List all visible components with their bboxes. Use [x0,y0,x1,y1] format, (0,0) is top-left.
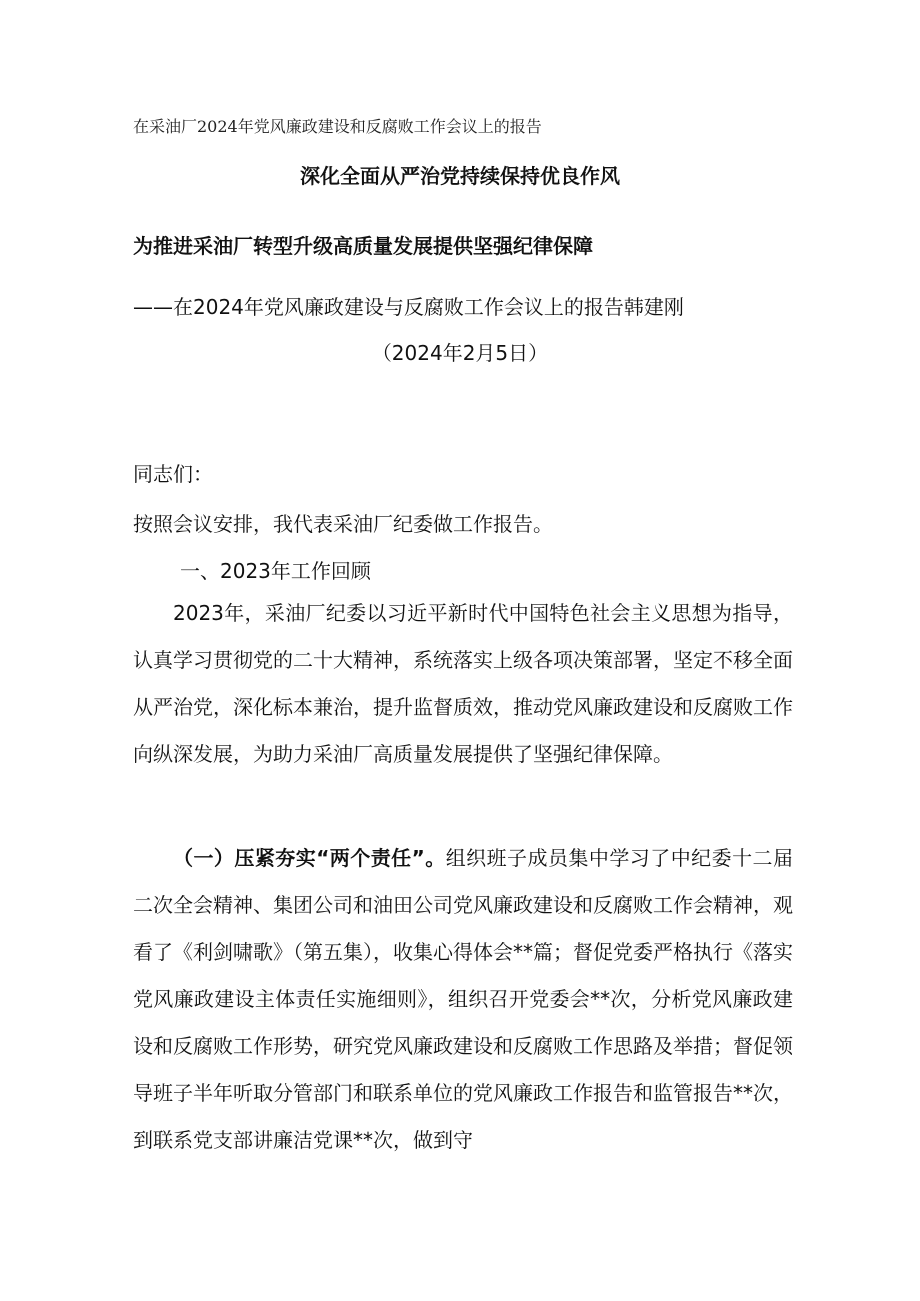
paragraph-work-review: 2023年，采油厂纪委以习近平新时代中国特色社会主义思想为指导，认真学习贯彻党的二十大精神，系统落实上级各项决策部署，坚定不移全面从严治党，深化标本兼治，提升监督质效，推动党风廉政建设和反腐败工作向纵深发展，为助力采油厂高质量发展提供了坚强纪律保障。 [133,601,793,766]
paragraph-lead-heading: （一）压紧夯实“两个责任”。 [173,846,446,870]
report-date: （2024年2月5日） [371,341,549,365]
paragraph-responsibility [133,835,793,1164]
section-heading: 一、2023年工作回顾 [180,559,371,583]
document-subtitle: 为推进采油厂转型升级高质量发展提供坚强纪律保障 [133,234,593,258]
intro-sentence: 按照会议安排，我代表采油厂纪委做工作报告。 [133,512,553,536]
paragraph-body-text: 组织班子成员集中学习了中纪委十二届二次全会精神、集团公司和油田公司党风廉政建设和反腐败工作会精神，观看了《利剑啸歌》（第五集），收集心得体会**篇；督促党委严格执行《落实党风廉政建设主体责任实施细则》，组织召开党委会**次，分析党风廉政建设和反腐败工作形势，研究党风廉政建设和反腐败工作思路及举措；督促领导班子半年听取分管部门和联系单位的党风廉政工作报告和监管报告**次，到联系党支部讲廉洁党课**次，做到守 [133,846,793,1152]
document-title: 深化全面从严治党持续保持优良作风 [300,164,620,188]
report-byline: ——在2024年党风廉政建设与反腐败工作会议上的报告韩建刚 [133,295,684,319]
running-header: 在采油厂2024年党风廉政建设和反腐败工作会议上的报告 [133,117,542,136]
greeting: 同志们： [133,462,213,486]
